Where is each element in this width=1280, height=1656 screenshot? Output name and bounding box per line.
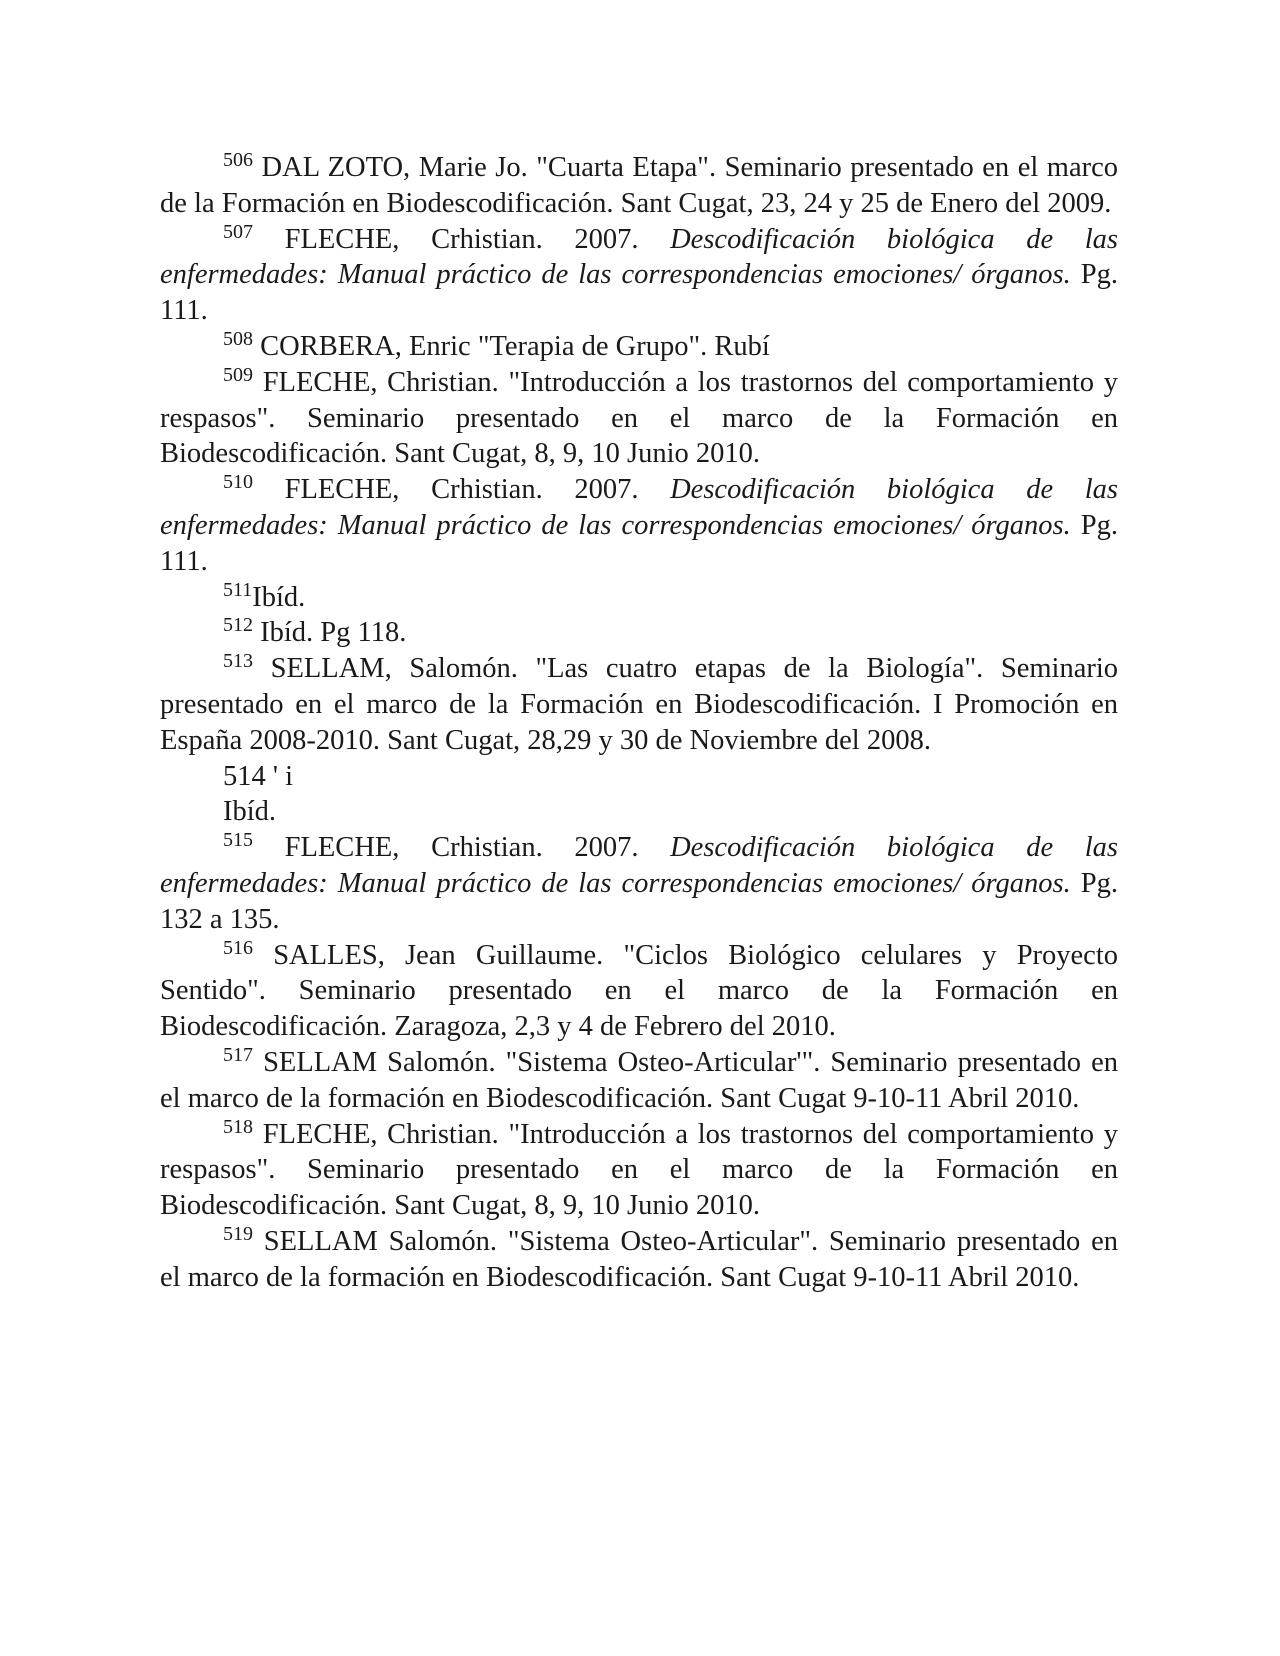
footnote-text: FLECHE, Crhistian. 2007.: [284, 474, 671, 506]
footnote-510: [160, 472, 1118, 579]
footnote-515: [160, 830, 1118, 937]
footnote-508: [160, 329, 1118, 365]
footnote-514-text: Ibíd.: [223, 796, 277, 828]
footnote-number: 518: [223, 1115, 253, 1138]
footnote-text: SALLES, Jean Guillaume. "Ciclos Biológico celulares y Proyecto Sentido". Seminario presentado en el marco de la Formación en Biodescodificación. Zaragoza, 2,3 y 4 de Febrero del 2010.: [160, 939, 1118, 1043]
footnote-text: DAL ZOTO, Marie Jo. "Cuarta Etapa". Seminario presentado en el marco de la Formación en Biodescodificación. Sant Cugat, 23, 24 y 25 de Enero del 2009.: [160, 152, 1119, 219]
footnote-number: 511: [223, 578, 253, 601]
footnote-number: 512: [223, 614, 253, 637]
footnote-number: 519: [223, 1222, 253, 1245]
footnote-516: [160, 938, 1118, 1045]
footnote-page: Pg. 132 a 135.: [160, 867, 1118, 935]
footnote-page: Pg. 111.: [160, 259, 1118, 327]
footnote-518: [160, 1117, 1118, 1224]
footnote-title: Descodificación biológica de las enfermedades: Manual práctico de las correspondencias emociones/ órganos.: [160, 474, 1119, 541]
footnote-number: 507: [223, 220, 253, 243]
footnote-number: 515: [223, 829, 253, 852]
footnote-text: SELLAM, Salomón. "Las cuatro etapas de la Biología". Seminario presentado en el marco de la Formación en Biodescodificación. I Promoción en España 2008-2010. Sant Cugat, 28,29 y 30 de Noviembre del 2008.: [160, 653, 1119, 756]
footnotes-page: [160, 150, 1118, 1296]
footnote-number: 508: [223, 327, 253, 350]
footnote-513: [160, 651, 1118, 758]
footnote-text: FLECHE, Crhistian. 2007.: [284, 223, 671, 255]
footnote-text: SELLAM Salomón. "Sistema Osteo-Articular". Seminario presentado en el marco de la formación en Biodescodificación. Sant Cugat 9-10-11 Abril 2010.: [160, 1225, 1118, 1293]
footnote-511: [160, 580, 1118, 616]
footnote-514-marker: 514 ' i: [223, 760, 294, 792]
footnote-text: FLECHE, Christian. "Introducción a los trastornos del comportamiento y respasos". Seminario presentado en el marco de la Formación en Biodescodificación. Sant Cugat, 8, 9, 10 Junio 2010.: [160, 366, 1118, 470]
footnote-507: [160, 222, 1118, 329]
footnote-text: Ibíd. Pg 118.: [260, 617, 407, 649]
footnote-number: 516: [223, 936, 253, 959]
footnote-517: [160, 1045, 1118, 1117]
footnote-506: [160, 150, 1118, 222]
footnote-page: Pg. 111.: [160, 509, 1118, 577]
footnote-title: Descodificación biológica de las enfermedades: Manual práctico de las correspondencias emociones/ órganos.: [160, 832, 1119, 899]
footnote-number: 517: [223, 1043, 253, 1066]
footnote-512: [160, 615, 1118, 651]
footnote-text: Ibíd.: [252, 581, 306, 613]
footnote-title: Descodificación biológica de las enfermedades: Manual práctico de las correspondencias emociones/ órganos.: [160, 223, 1119, 291]
footnote-509: [160, 365, 1118, 472]
footnote-number: 513: [223, 650, 253, 673]
footnote-number: 509: [223, 363, 253, 386]
footnote-text: FLECHE, Christian. "Introducción a los trastornos del comportamiento y respasos". Seminario presentado en el marco de la Formación en Biodescodificación. Sant Cugat, 8, 9, 10 Junio 2010.: [160, 1118, 1118, 1222]
footnote-text: FLECHE, Crhistian. 2007.: [284, 832, 671, 864]
footnote-number: 510: [223, 471, 253, 494]
footnote-text: SELLAM Salomón. "Sistema Osteo-Articular'". Seminario presentado en el marco de la formación en Biodescodificación. Sant Cugat 9-10-11 Abril 2010.: [160, 1046, 1119, 1114]
footnote-number: 506: [223, 149, 253, 171]
footnote-519: [160, 1224, 1118, 1296]
footnote-text: CORBERA, Enric "Terapia de Grupo". Rubí: [260, 330, 770, 362]
